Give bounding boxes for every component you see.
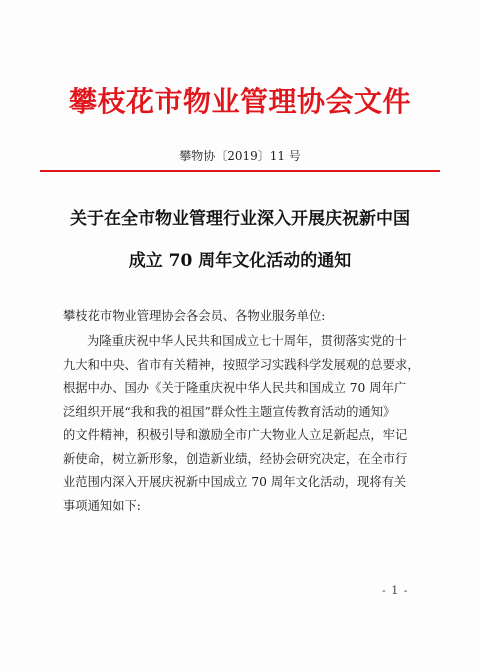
paragraph-line: 事项通知如下: — [63, 498, 141, 513]
page-number: - 1 - — [382, 584, 409, 597]
notice-title-line-2: 成立 70 周年文化活动的通知 — [128, 251, 352, 271]
paragraph-line: 为隆重庆祝中华人民共和国成立七十周年，贯彻落实党的十 — [87, 334, 407, 348]
document-number: 攀物协〔2019〕11 号 — [179, 149, 301, 163]
paragraph-line: 新使命，树立新形象，创造新业绩，经协会研究决定，在全市行 — [63, 451, 408, 466]
paragraph-line: 业范围内深入开展庆祝新中国成立 70 周年文化活动，现将有关 — [63, 475, 407, 489]
salutation: 攀枝花市物业管理协会各会员、各物业服务单位: — [63, 309, 326, 323]
paragraph-line: 泛组织开展“我和我的祖国”群众性主题宣传教育活动的通知》 — [63, 404, 396, 419]
paragraph-line: 根据中办、国办《关于隆重庆祝中华人民共和国成立 70 周年广 — [63, 381, 407, 395]
header-divider — [40, 170, 440, 172]
notice-title-line-1: 关于在全市物业管理行业深入开展庆祝新中国 — [70, 209, 410, 229]
paragraph-line: 的文件精神，积极引导和激励全市广大物业人立足新起点，牢记 — [63, 428, 408, 442]
paragraph-line: 九大和中央、省市有关精神，按照学习实践科学发展观的总要求， — [63, 357, 420, 372]
body-paragraph — [63, 330, 425, 518]
header-title: 攀枝花市物业管理协会文件 — [68, 85, 411, 118]
